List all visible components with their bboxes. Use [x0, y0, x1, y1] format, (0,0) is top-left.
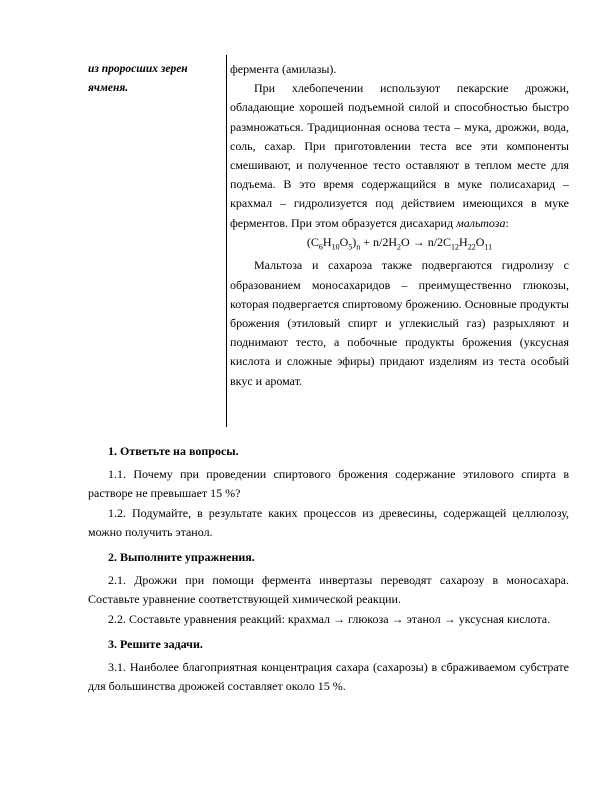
question-1-2: 1.2. Подумайте, в результате каких процессов из древесины, содержащей целлюлозу, можно получить этанол. — [88, 505, 569, 539]
paragraph-baking — [230, 79, 569, 233]
exercise-2-2: 2.2. Составьте уравнения реакций: крахмал → глюкоза → этанол → уксусная кислота. — [108, 611, 551, 626]
exercises-section — [88, 436, 569, 696]
term-maltose: мальтоза — [456, 215, 506, 230]
paragraph-baking-end: : — [505, 215, 509, 230]
hydrolysis-equation: $(C_6H_{10}O_5)_n + n/2H_2O \to n/2C_{12}H_{22}O_{11}$ — [306, 234, 493, 252]
question-1-1: 1.1. Почему при проведении спиртового брожения содержание этилового спирта в растворе не превышает 15 %? — [88, 467, 569, 501]
paragraph-enzyme-continuation: фермента (амилазы). — [230, 62, 337, 76]
section-heading-questions: 1. Ответьте на вопросы. — [108, 444, 239, 458]
exercise-2-1: 2.1. Дрожжи при помощи фермента инвертазы переводят сахарозу в моносахара. Составьте уравнение соответствующей химической реакции. — [88, 573, 569, 607]
right-column-text — [230, 60, 569, 391]
column-divider — [226, 55, 227, 427]
paragraph-baking-text: При хлебопечении используют пекарские дрожжи, обладающие хорошей подъемной силой и способностью быстро размножаться. Традиционная основа теста – мука, дрожжи, вода, соль, сахар. При приготовлении теста все эти компоненты смешивают, и полученное тесто оставляют в теплом месте для подъема. В это время содержащийся в муке полисахарид – крахмал – гидролизуется под действием имеющихся в муке ферментов. При этом образуется дисахарид — [230, 81, 569, 230]
problem-3-1: 3.1. Наиболее благоприятная концентрация сахара (сахарозы) в сбраживаемом субстрате для большинства дрожжей составляет около 15 %. — [88, 660, 569, 694]
left-margin-note: из проросших зерен ячменя. — [88, 63, 188, 94]
paragraph-fermentation: Мальтоза и сахароза также подвергаются гидролизу с образованием моносахаридов – преимущественно глюкозы, которая подвергается спиртовому брожению. Основные продукты брожения (этиловый спирт и углекислый газ) разрыхляют и поднимают тесто, а побочные продукты брожения (уксусная кислота и сложные эфиры) придают изделиям из теста особый вкус и аромат. — [230, 258, 569, 388]
section-heading-problems: 3. Решите задачи. — [108, 636, 203, 651]
section-heading-exercises: 2. Выполните упражнения. — [108, 550, 255, 565]
